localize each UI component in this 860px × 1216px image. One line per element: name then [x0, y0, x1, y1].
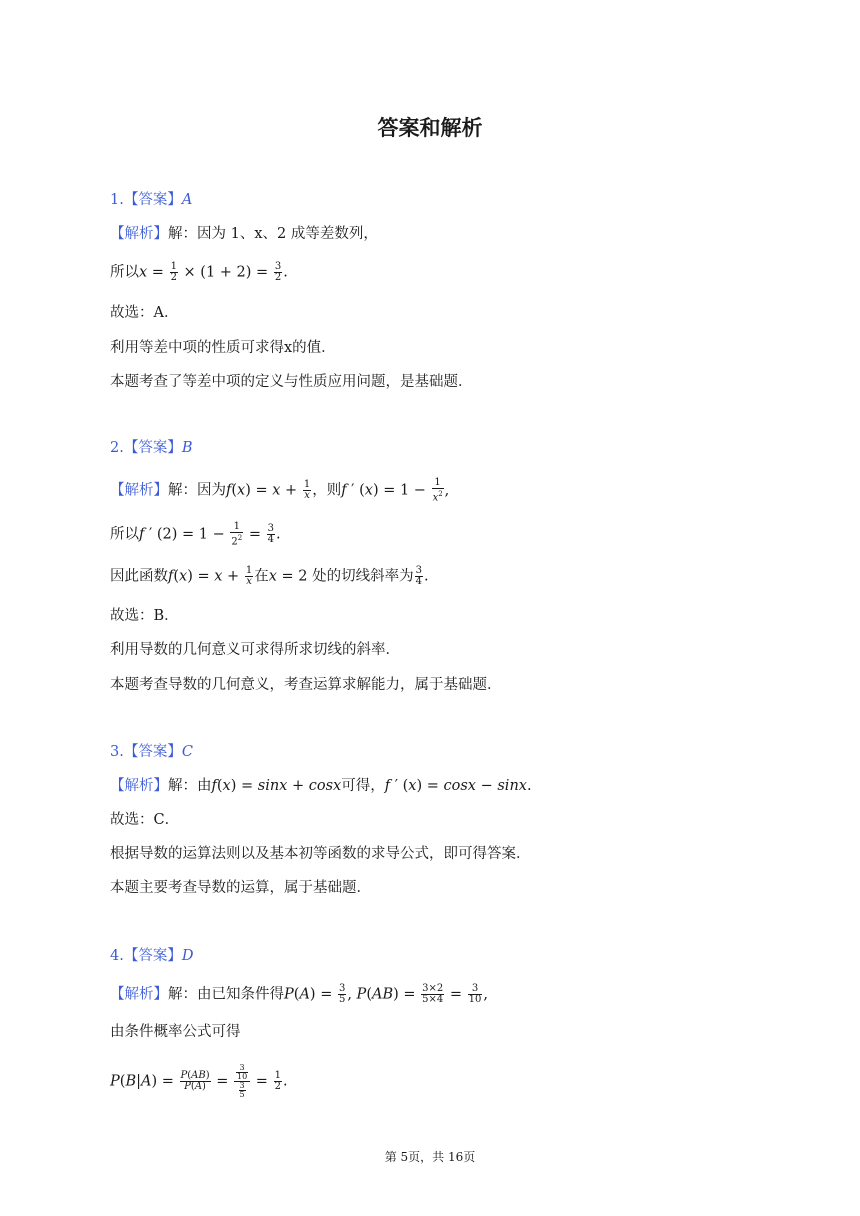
q2-answer: B [181, 440, 193, 456]
q2-text-2: 所以 [110, 526, 139, 543]
answer-label: 【答案】 [123, 744, 182, 760]
q4-analysis-line-1: 【解析】解：由已知条件得P(A) = $\frac{3}{5}$ , P(AB) = $\frac{3\times 2}{5\times 4}$ = $\frac{3}{10}$ , [110, 983, 488, 1005]
answer-label: 【答案】 [123, 440, 182, 456]
q2-text-3b: 在 [254, 568, 269, 585]
jie-label: 解： [168, 986, 197, 1003]
q2-analysis-line-1: 【解析】解：因为f(x) = x + $\frac{1}{x}$ ，则f ′ (x) = 1 − $\frac{1}{x^2}$ , [110, 477, 450, 504]
page-footer: 第 5页，共 16页 [384, 1150, 476, 1164]
fraction-one-half: $\frac{1}{2}$ [170, 261, 177, 283]
q2-text-3a: 因此函数 [110, 568, 168, 585]
fraction-three-fifths: $\frac{3}{5}$ [338, 983, 346, 1005]
q3-analysis-line-1: 【解析】解：由f(x) = sinx + cosx可得，f ′ (x) = cosx − sinx. [110, 778, 532, 794]
analysis-label: 【解析】 [110, 226, 168, 242]
q4-answer: D [181, 948, 194, 964]
q1-explanation: 利用等差中项的性质可求得x的值． [110, 340, 336, 356]
q1-answer: A [181, 192, 193, 208]
q2-number: 2. [110, 440, 124, 456]
fraction-conditional: $\frac{P(AB)}{P(A)}$ [180, 1070, 210, 1092]
jie-label: 解： [168, 226, 197, 242]
page-title: 答案和解析 [377, 116, 483, 140]
q4-formula-line: P(B|A) = $\frac{P(AB)}{P(A)}$ = $\frac{\frac{3}{10}}{\frac{3}{5}}$ = $\frac{1}{2}$ . [110, 1063, 288, 1099]
q1-answer-line [110, 190, 192, 210]
fraction-products: $\frac{3\times 2}{5\times 4}$ [422, 983, 444, 1005]
q2-answer-line [110, 438, 193, 458]
answer-label: 【答案】 [123, 192, 182, 208]
jie-label: 解： [168, 778, 197, 794]
fraction-three-tenths: $\frac{3}{10}$ [468, 983, 482, 1005]
fraction-one-over-x: $\frac{1}{x}$ [245, 565, 253, 587]
q1-text-1: 因为 1、x、2 成等差数列， [197, 226, 378, 242]
q1-formula-line: 所以x = $\frac{1}{2}$ × (1 + 2) = $\frac{3}{2}$ . [110, 261, 288, 283]
q3-summary: 本题主要考查导数的运算，属于基础题． [110, 880, 371, 896]
analysis-label: 【解析】 [110, 778, 168, 794]
q4-answer-line [110, 946, 193, 966]
q3-answer: C [181, 744, 193, 760]
q3-text-1a: 由 [197, 778, 212, 794]
q2-formula-line: 所以f ′ (2) = 1 − $\frac{1}{2^2}$ = $\frac{3}{4}$ . [110, 521, 281, 548]
fraction-one-over-x: $\frac{1}{x}$ [303, 479, 311, 502]
analysis-label: 【解析】 [110, 986, 168, 1003]
analysis-label: 【解析】 [110, 482, 168, 499]
q1-number: 1. [110, 192, 124, 208]
q3-text-1b: 可得， [341, 778, 385, 794]
q1-choice: 故选：A． [110, 305, 179, 321]
fraction-one-half: $\frac{1}{2}$ [274, 1070, 281, 1092]
fraction-nested: $\frac{\frac{3}{10}}{\frac{3}{5}}$ [234, 1064, 250, 1099]
fraction-one-over-x-squared: $\frac{1}{x^2}$ [432, 477, 443, 504]
q2-text-3c: 处的切线斜率为 [312, 568, 414, 585]
q2-text-1a: 因为 [197, 482, 226, 499]
fraction-three-halves: $\frac{3}{2}$ [274, 261, 282, 283]
jie-label: 解： [168, 482, 197, 499]
q2-choice: 故选：B． [110, 608, 179, 624]
q1-summary: 本题考查了等差中项的定义与性质应用问题，是基础题． [110, 374, 473, 390]
fraction-three-quarters: $\frac{3}{4}$ [267, 523, 274, 546]
q4-text-1: 由已知条件得 [197, 986, 284, 1003]
q1-analysis-line-1 [110, 224, 378, 244]
q3-answer-line [110, 742, 193, 762]
q2-summary: 本题考查导数的几何意义，考查运算求解能力，属于基础题． [110, 677, 502, 693]
q3-choice: 故选：C． [110, 812, 180, 828]
q1-text-2: 所以 [110, 264, 139, 281]
q4-text-2: 由条件概率公式可得 [110, 1024, 241, 1040]
answer-label: 【答案】 [123, 948, 182, 964]
q2-text-1b: ，则 [312, 482, 342, 499]
q4-number: 4. [110, 948, 124, 964]
q2-conclusion-line: 因此函数f(x) = x + $\frac{1}{x}$ 在x = 2 处的切线斜率为 $\frac{3}{4}$ . [110, 565, 429, 587]
fraction-one-over-two-squared: $\frac{1}{2^2}$ [231, 521, 243, 548]
q2-explanation: 利用导数的几何意义可求得所求切线的斜率． [110, 642, 400, 658]
fraction-three-quarters: $\frac{3}{4}$ [415, 565, 422, 587]
q3-number: 3. [110, 744, 124, 760]
q3-explanation: 根据导数的运算法则以及基本初等函数的求导公式，即可得答案． [110, 846, 531, 862]
